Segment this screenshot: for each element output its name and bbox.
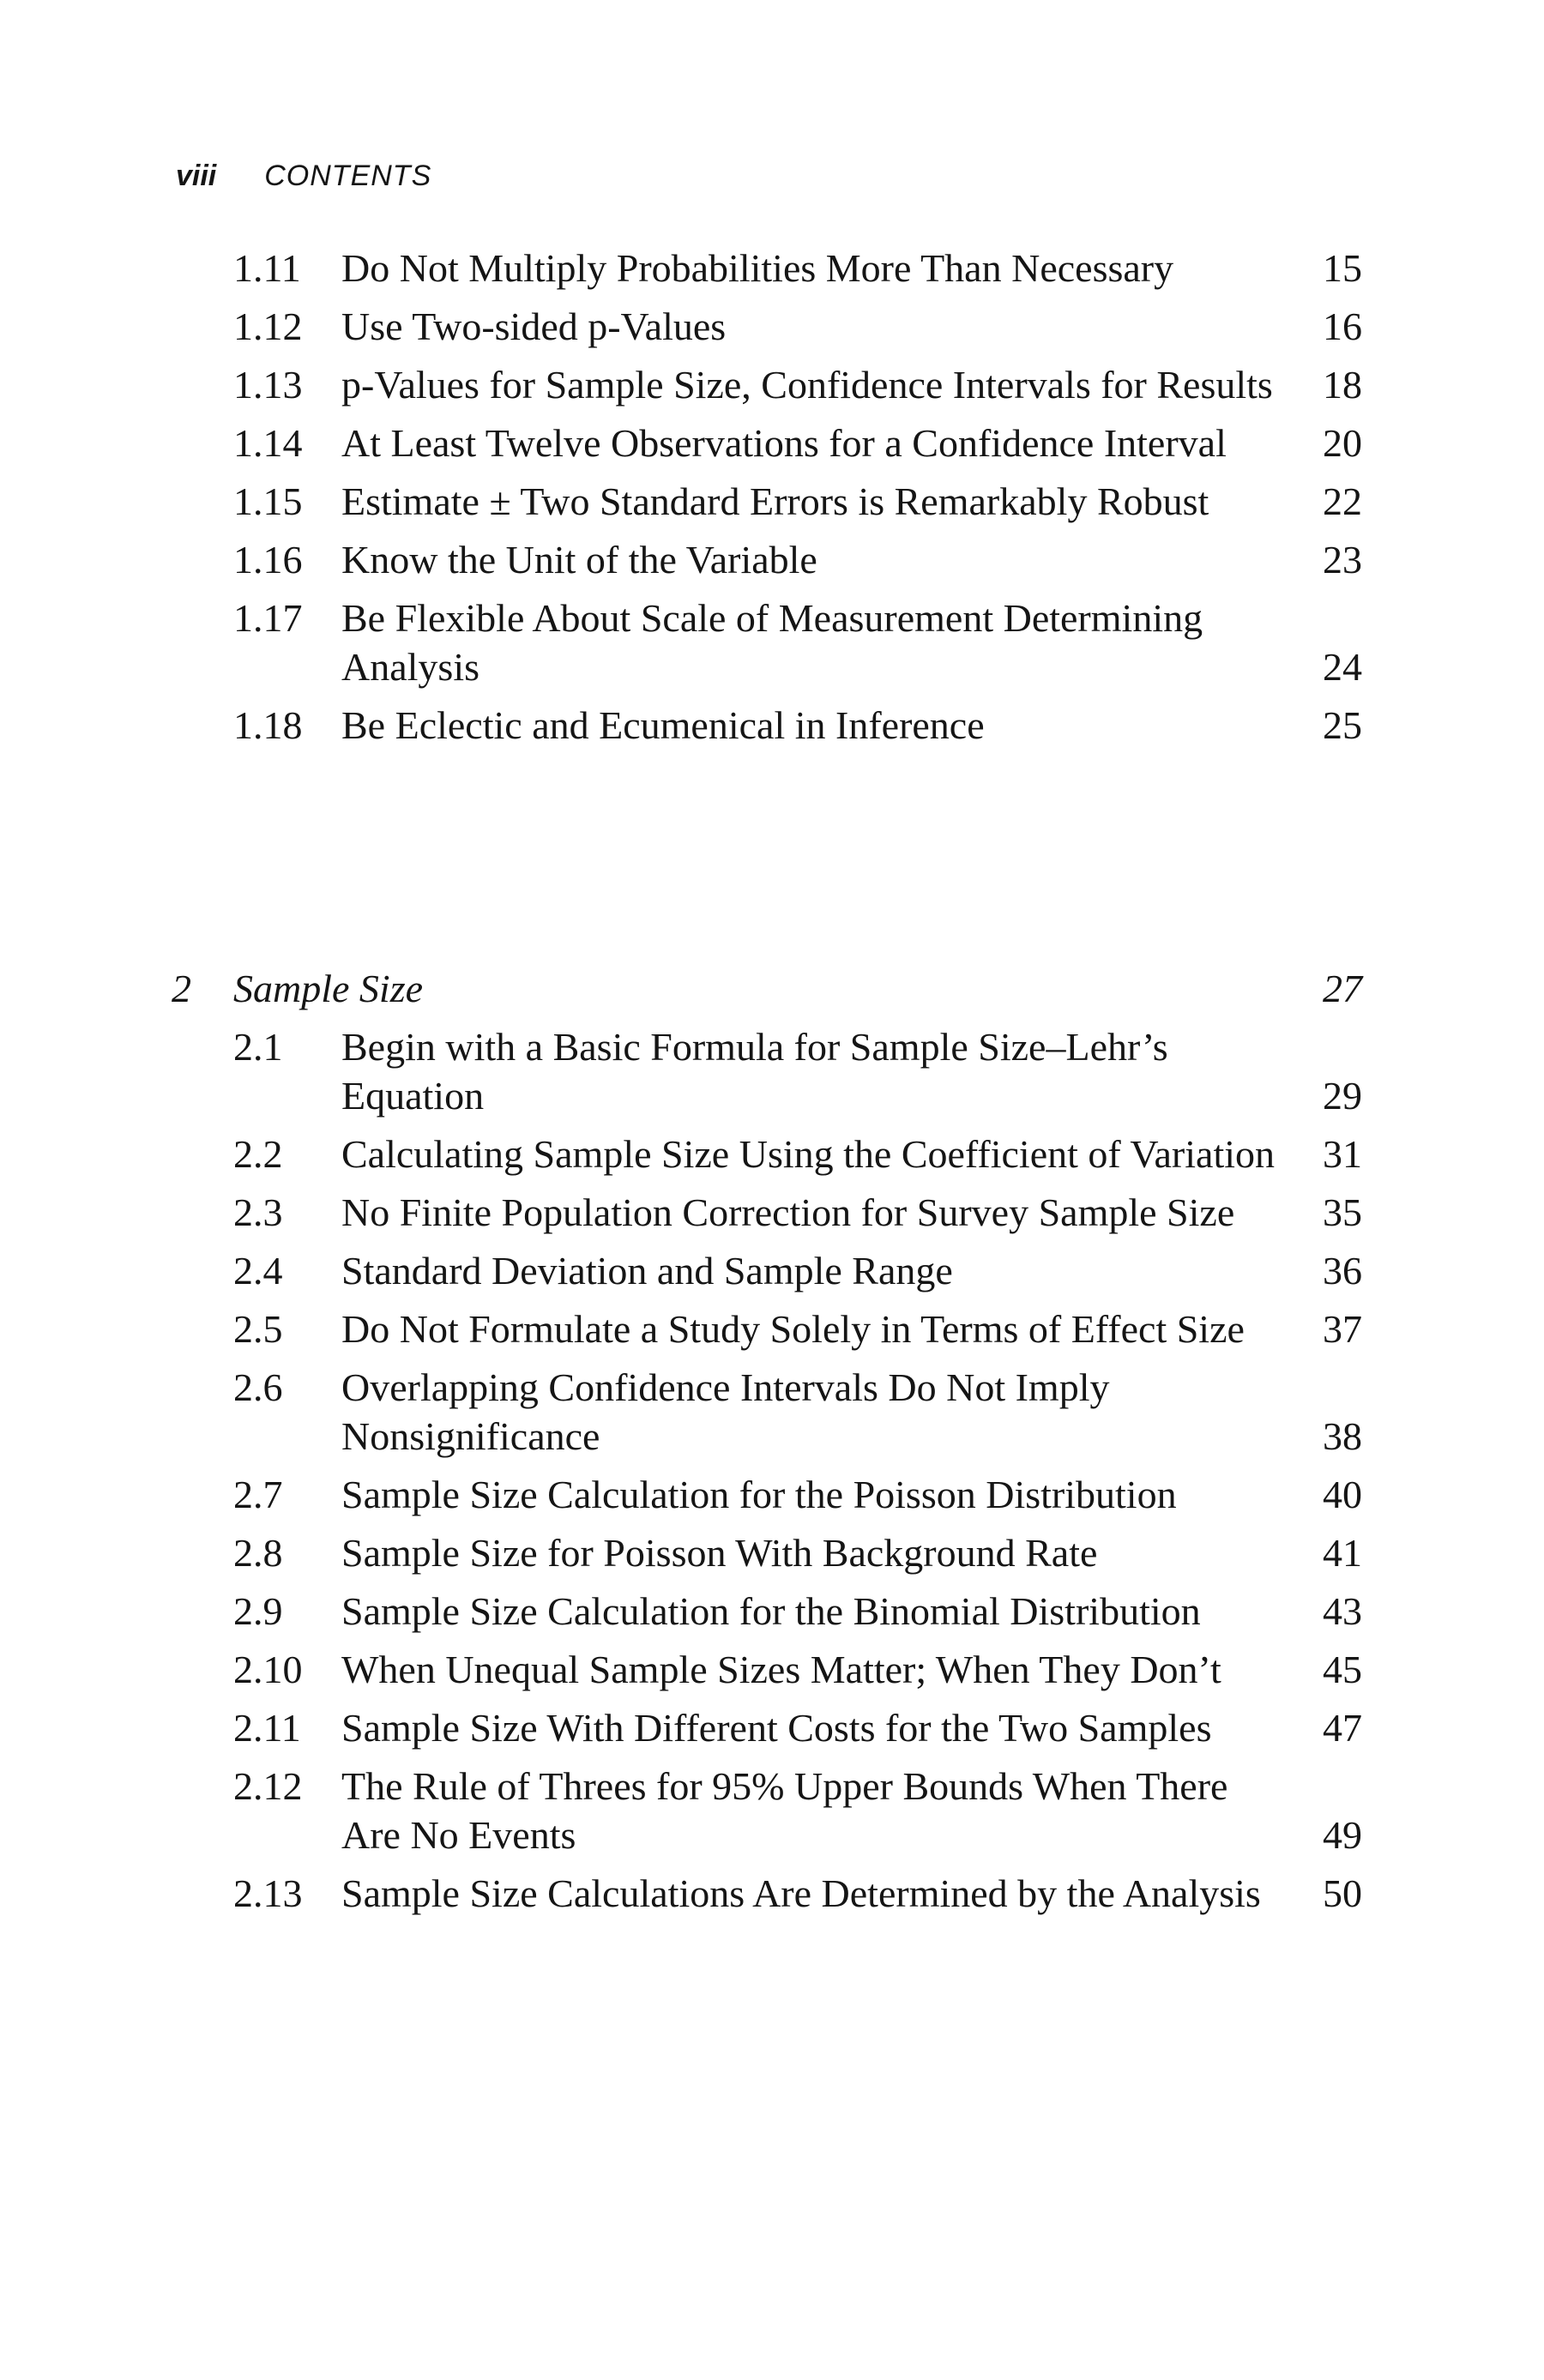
entry-page: 22: [1323, 479, 1362, 523]
entry-page: 47: [1323, 1706, 1362, 1750]
entry-number: 1.14: [233, 421, 303, 465]
entry-number: 1.11: [233, 246, 301, 290]
entry-title: Sample Size Calculations Are Determined by the Analysis: [341, 1871, 1261, 1915]
entry-title: Use Two-sided p-Values: [341, 304, 727, 348]
entry-title: Know the Unit of the Variable: [341, 538, 817, 581]
entry-title: Estimate ± Two Standard Errors is Remarkably Robust: [341, 479, 1209, 523]
entry-title: Begin with a Basic Formula for Sample Size–Lehr’s Equation: [341, 1025, 1168, 1118]
toc-entry[interactable]: [0, 244, 1544, 292]
toc-entry[interactable]: [0, 477, 1544, 526]
entry-page: 38: [1323, 1414, 1362, 1458]
entry-page: 50: [1323, 1871, 1362, 1915]
entry-title: Sample Size Calculation for the Binomial Distribution: [341, 1589, 1201, 1633]
entry-title: At Least Twelve Observations for a Confidence Interval: [341, 421, 1227, 465]
toc-entry[interactable]: [0, 1188, 1544, 1237]
toc-entry[interactable]: [0, 701, 1544, 750]
entry-page: 16: [1323, 304, 1362, 348]
entry-page: 18: [1323, 363, 1362, 407]
toc-section-chapter-1-continued: [0, 244, 1544, 759]
entry-title: Be Eclectic and Ecumenical in Inference: [341, 703, 985, 747]
toc-entry[interactable]: [0, 1645, 1544, 1694]
entry-title: Do Not Multiply Probabilities More Than Necessary: [341, 246, 1174, 290]
entry-title: Overlapping Confidence Intervals Do Not Imply Nonsignificance: [341, 1365, 1110, 1458]
entry-number: 1.12: [233, 304, 303, 348]
entry-number: 2.13: [233, 1871, 303, 1915]
entry-title: Do Not Formulate a Study Solely in Terms of Effect Size: [341, 1307, 1245, 1351]
entry-page: 35: [1323, 1190, 1362, 1234]
entry-title: Standard Deviation and Sample Range: [341, 1249, 953, 1292]
entry-page: 20: [1323, 421, 1362, 465]
entry-page: 31: [1323, 1132, 1362, 1176]
entry-title: p-Values for Sample Size, Confidence Intervals for Results: [341, 363, 1273, 407]
toc-entry[interactable]: [0, 1130, 1544, 1178]
toc-entry[interactable]: [0, 1363, 1544, 1461]
entry-number: 1.15: [233, 479, 303, 523]
entry-number: 2.11: [233, 1706, 301, 1750]
chapter-title: Sample Size: [233, 967, 424, 1010]
entry-number: 2.3: [233, 1190, 283, 1234]
entry-number: 2.8: [233, 1531, 283, 1575]
entry-number: 1.17: [233, 596, 303, 640]
entry-page: 41: [1323, 1531, 1362, 1575]
toc-entry[interactable]: [0, 1587, 1544, 1636]
entry-number: 2.12: [233, 1764, 303, 1808]
toc-entry[interactable]: [0, 1528, 1544, 1577]
entry-number: 1.16: [233, 538, 303, 581]
toc-entry[interactable]: [0, 302, 1544, 351]
entry-page: 23: [1323, 538, 1362, 581]
toc-entry[interactable]: [0, 1470, 1544, 1519]
entry-number: 2.7: [233, 1473, 283, 1516]
entry-number: 2.6: [233, 1365, 283, 1409]
toc-entry[interactable]: [0, 1246, 1544, 1295]
toc-section-chapter-2: [0, 964, 1544, 1927]
entry-page: 40: [1323, 1473, 1362, 1516]
toc-entry[interactable]: [0, 1762, 1544, 1859]
toc-entry[interactable]: [0, 1869, 1544, 1918]
page-folio: viii: [176, 160, 217, 192]
entry-page: 24: [1323, 645, 1362, 689]
entry-title: Be Flexible About Scale of Measurement Determining Analysis: [341, 596, 1203, 689]
entry-page: 37: [1323, 1307, 1362, 1351]
toc-entry[interactable]: [0, 1703, 1544, 1752]
entry-title: Sample Size With Different Costs for the Two Samples: [341, 1706, 1212, 1750]
toc-entry[interactable]: [0, 535, 1544, 584]
entry-title: Calculating Sample Size Using the Coefficient of Variation: [341, 1132, 1276, 1176]
entry-title: When Unequal Sample Sizes Matter; When They Don’t: [341, 1648, 1221, 1691]
entry-number: 1.13: [233, 363, 303, 407]
running-head-label: CONTENTS: [264, 160, 432, 192]
entry-title: Sample Size Calculation for the Poisson Distribution: [341, 1473, 1177, 1516]
entry-page: 36: [1323, 1249, 1362, 1292]
entry-page: 29: [1323, 1074, 1362, 1118]
entry-number: 2.5: [233, 1307, 283, 1351]
chapter-heading[interactable]: [0, 964, 1544, 1013]
toc-entry[interactable]: [0, 1022, 1544, 1120]
entry-number: 2.2: [233, 1132, 283, 1176]
entry-page: 25: [1323, 703, 1362, 747]
toc-entry[interactable]: [0, 593, 1544, 691]
entry-number: 2.10: [233, 1648, 303, 1691]
entry-page: 49: [1323, 1813, 1362, 1857]
entry-page: 15: [1323, 246, 1362, 290]
toc-entry[interactable]: [0, 1304, 1544, 1353]
entry-number: 2.9: [233, 1589, 283, 1633]
entry-page: 43: [1323, 1589, 1362, 1633]
chapter-number: 2: [172, 967, 191, 1010]
running-head: [176, 154, 431, 197]
entry-page: 45: [1323, 1648, 1362, 1691]
entry-number: 2.4: [233, 1249, 283, 1292]
entry-title: Sample Size for Poisson With Background Rate: [341, 1531, 1098, 1575]
toc-entry[interactable]: [0, 419, 1544, 467]
chapter-page: 27: [1323, 967, 1362, 1010]
entry-number: 2.1: [233, 1025, 283, 1069]
entry-title: The Rule of Threes for 95% Upper Bounds When There Are No Events: [341, 1764, 1228, 1857]
entry-number: 1.18: [233, 703, 303, 747]
entry-title: No Finite Population Correction for Survey Sample Size: [341, 1190, 1235, 1234]
toc-entry[interactable]: [0, 360, 1544, 409]
